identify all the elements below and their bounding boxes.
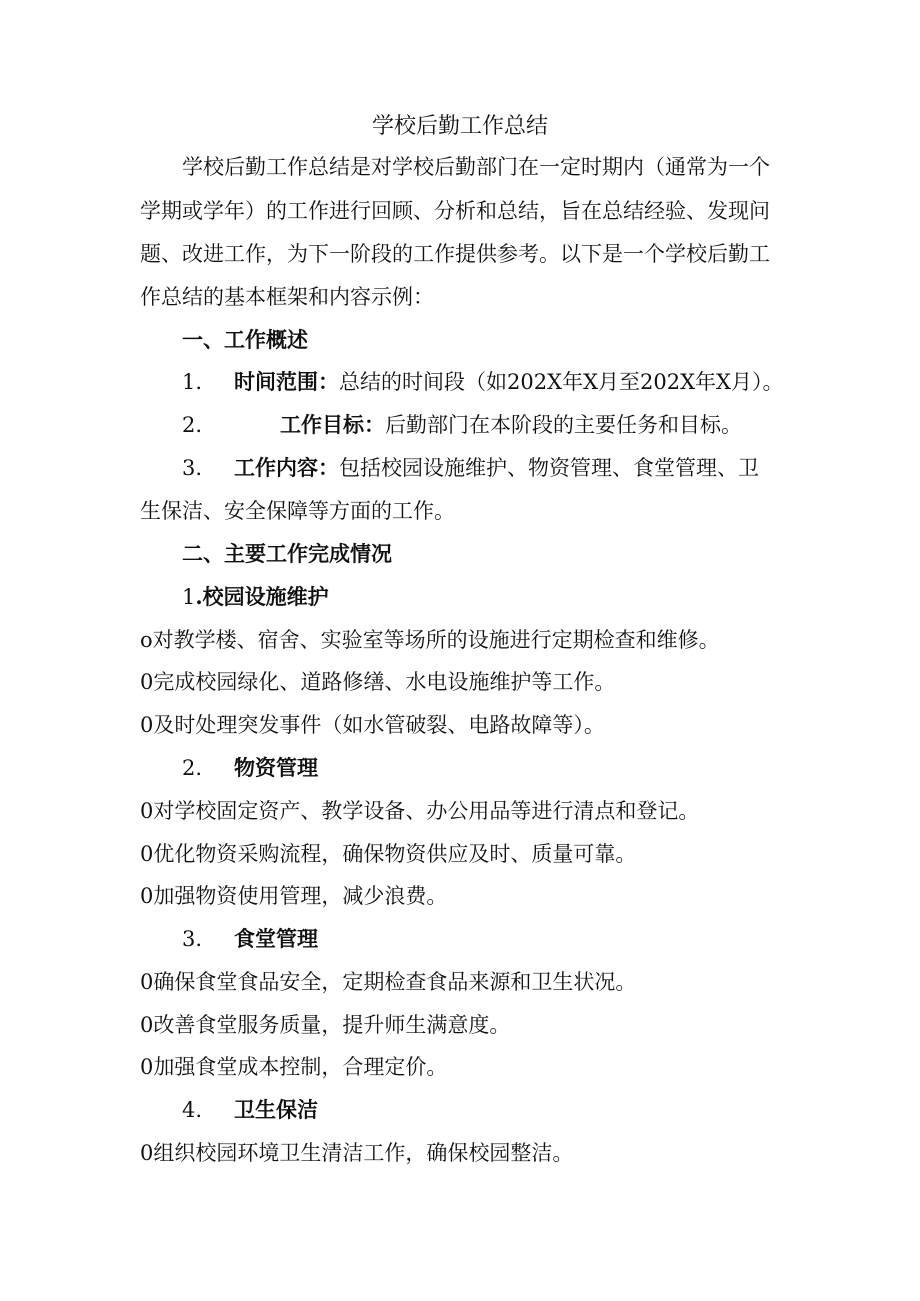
sanitation-bullet-1: 0组织校园环境卫生清洁工作，确保校园整洁。 bbox=[140, 1141, 574, 1165]
overview-item-2 bbox=[182, 413, 742, 437]
section-heading-main-work: 二、主要工作完成情况 bbox=[182, 541, 392, 566]
item-label: 工作内容： bbox=[234, 455, 340, 480]
item-label: 时间范围： bbox=[234, 369, 340, 394]
item-text: 后勤部门在本阶段的主要任务和目标。 bbox=[385, 413, 743, 437]
item-text: 包括校园设施维护、物资管理、食堂管理、卫 bbox=[339, 456, 760, 480]
materials-bullet-2: 0优化物资采购流程，确保物资供应及时、质量可靠。 bbox=[140, 842, 637, 866]
overview-item-3 bbox=[182, 456, 759, 480]
intro-line-2: 学期或学年）的工作进行回顾、分析和总结，旨在总结经验、发现问 bbox=[140, 199, 770, 223]
facility-bullet-3: 0及时处理突发事件（如水管破裂、电路故障等）。 bbox=[140, 713, 605, 737]
subsection-number: 3. bbox=[182, 927, 203, 951]
item-label: 工作目标： bbox=[280, 412, 386, 437]
canteen-bullet-1: 0确保食堂食品安全，定期检查食品来源和卫生状况。 bbox=[140, 970, 637, 994]
subsection-title: .校园设施维护 bbox=[195, 584, 329, 609]
subsection-number: 2. bbox=[182, 756, 203, 780]
overview-item-1 bbox=[182, 370, 784, 394]
item-text: 总结的时间段（如202X年X月至202X年X月）。 bbox=[339, 370, 784, 394]
subsection-sanitation bbox=[182, 1098, 318, 1122]
subsection-title: 卫生保洁 bbox=[234, 1097, 319, 1122]
item-number: 2. bbox=[182, 413, 203, 437]
facility-bullet-2: 0完成校园绿化、道路修缮、水电设施维护等工作。 bbox=[140, 670, 616, 694]
item-number: 3. bbox=[182, 456, 203, 480]
subsection-title: 食堂管理 bbox=[234, 926, 319, 951]
subsection-number: 4. bbox=[182, 1098, 203, 1122]
subsection-number: 1 bbox=[182, 585, 196, 609]
materials-bullet-3: 0加强物资使用管理，减少浪费。 bbox=[140, 884, 448, 908]
intro-line-4: 作总结的基本框架和内容示例： bbox=[140, 285, 434, 309]
section-heading-overview: 一、工作概述 bbox=[182, 327, 308, 352]
canteen-bullet-3: 0加强食堂成本控制，合理定价。 bbox=[140, 1055, 448, 1079]
subsection-canteen bbox=[182, 927, 318, 951]
subsection-materials bbox=[182, 756, 318, 780]
subsection-facility-maintenance bbox=[182, 585, 329, 609]
intro-line-1: 学校后勤工作总结是对学校后勤部门在一定时期内（通常为一个 bbox=[182, 155, 770, 179]
materials-bullet-1: 0对学校固定资产、教学设备、办公用品等进行清点和登记。 bbox=[140, 799, 700, 823]
item-number: 1. bbox=[182, 370, 203, 394]
subsection-title: 物资管理 bbox=[234, 755, 319, 780]
intro-line-3: 题、改进工作，为下一阶段的工作提供参考。以下是一个学校后勤工 bbox=[140, 242, 770, 266]
document-title: 学校后勤工作总结 bbox=[371, 114, 548, 139]
facility-bullet-1: o对教学楼、宿舍、实验室等场所的设施进行定期检查和维修。 bbox=[140, 628, 720, 652]
canteen-bullet-2: 0改善食堂服务质量，提升师生满意度。 bbox=[140, 1013, 511, 1037]
overview-item-3-continued: 生保洁、安全保障等方面的工作。 bbox=[140, 499, 455, 523]
